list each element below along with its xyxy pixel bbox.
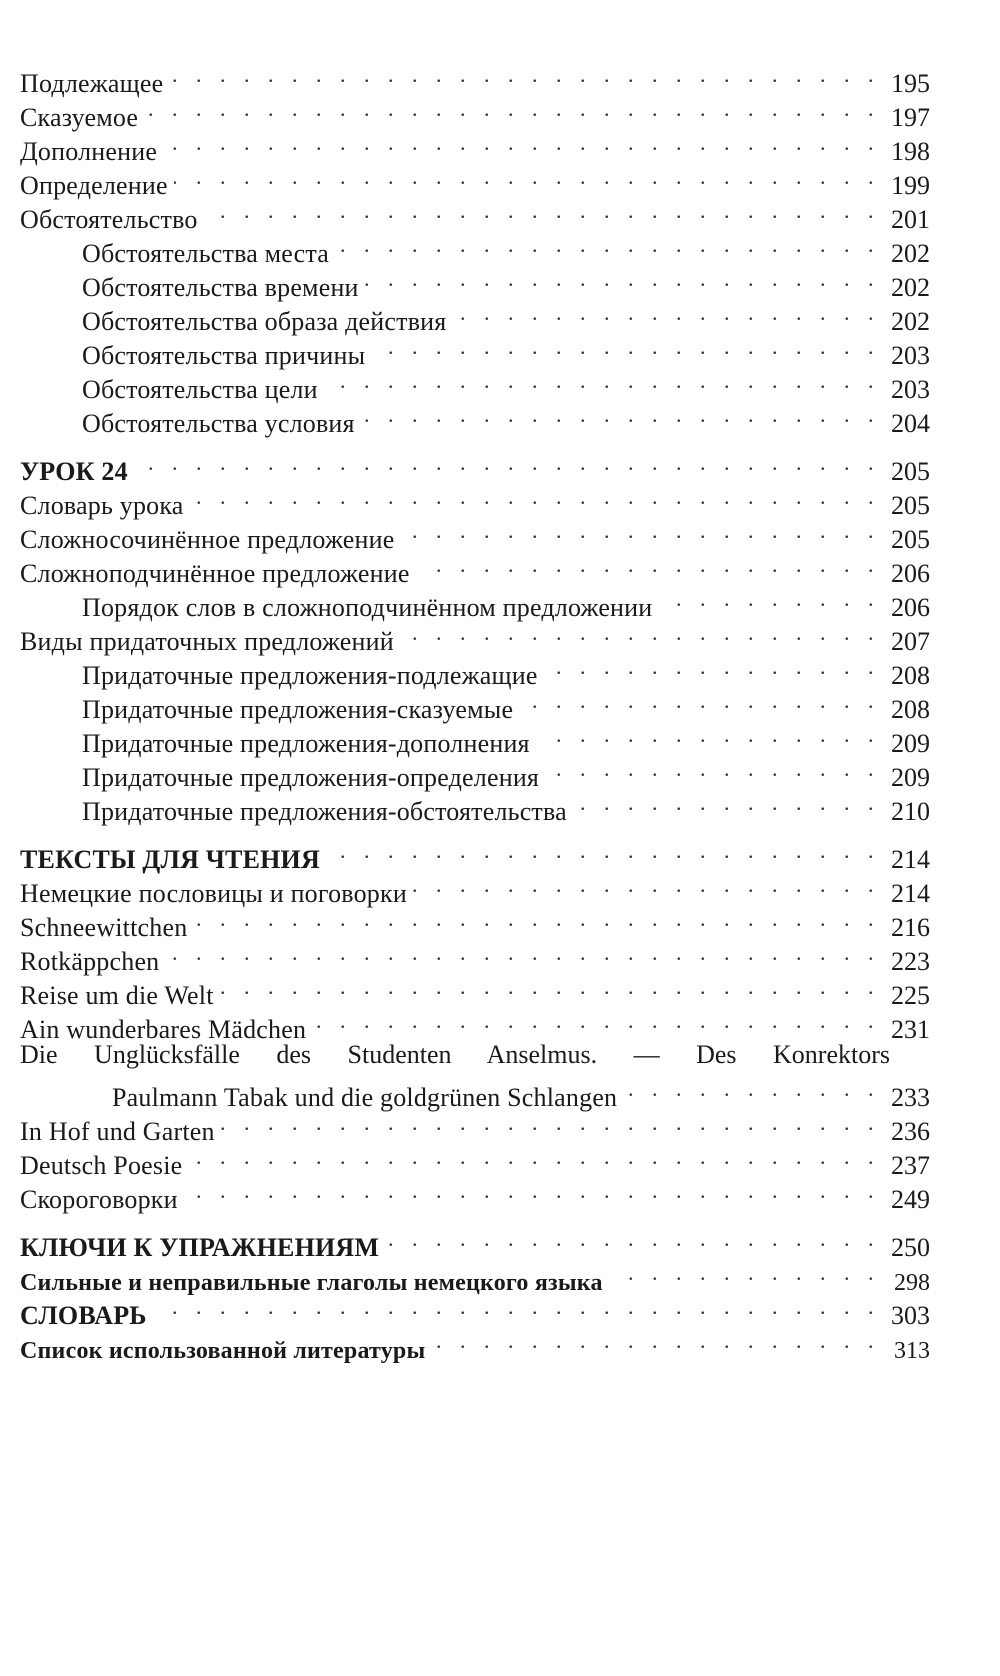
dot-leader [609, 1256, 880, 1290]
toc-entry-page: 225 [891, 981, 930, 1010]
dot-leader [623, 1072, 880, 1106]
toc-entry-page: 207 [891, 627, 930, 656]
toc-entry-title: Die Unglücksfälle des Studenten Anselmus. — Des Konrektors [20, 1040, 890, 1069]
toc-entry-page: 249 [891, 1185, 930, 1214]
dot-leader [400, 616, 880, 650]
toc-entry-page: 209 [891, 729, 930, 758]
toc-entry-title: Ain wunderbares Mädchen [20, 1015, 307, 1044]
toc-entry-page: 216 [891, 913, 930, 942]
dot-leader [416, 548, 880, 582]
toc-entry-title: Придаточные предложения-сказуемые [82, 695, 514, 724]
dot-leader [204, 194, 880, 228]
dot-leader [326, 834, 880, 868]
toc-entry-title: Обстоятельства образа действия [82, 307, 447, 336]
dot-leader [573, 786, 880, 820]
toc-entry-page: 202 [891, 239, 930, 268]
toc-entry-page: 214 [891, 879, 930, 908]
dot-leader [401, 514, 881, 548]
toc-entry-title: Определение [20, 171, 168, 200]
toc-entry[interactable] [20, 92, 930, 132]
toc-entry-title: Дополнение [20, 137, 158, 166]
toc-entry-page: 250 [891, 1233, 930, 1262]
toc-entry-title: Сложноподчинённое предложение [20, 559, 410, 588]
toc-entry-title: In Hof und Garten [20, 1117, 215, 1146]
toc-entry[interactable] [20, 1038, 930, 1112]
dot-leader [221, 1106, 880, 1140]
toc-entry-page: 202 [891, 307, 930, 336]
dot-leader [188, 1140, 880, 1174]
toc-entry-page: 201 [891, 205, 930, 234]
toc-entry-title: Придаточные предложения-определения [82, 763, 540, 792]
toc-entry[interactable] [20, 1324, 930, 1364]
toc-entry-page: 198 [891, 137, 930, 166]
toc-entry-title: Rotkäppchen [20, 947, 160, 976]
toc-entry-page: 205 [891, 525, 930, 554]
toc-entry-page: 203 [891, 375, 930, 404]
dot-leader [658, 582, 880, 616]
toc-entry-title: Обстоятельства причины [82, 341, 366, 370]
toc-entry-title: Сложносочинённое предложение [20, 525, 395, 554]
dot-leader [545, 752, 880, 786]
toc-entry[interactable] [20, 1290, 930, 1330]
toc-entry-title: ТЕКСТЫ ДЛЯ ЧТЕНИЯ [20, 845, 320, 874]
toc-entry-page: 208 [891, 661, 930, 690]
toc-entry-page: 203 [891, 341, 930, 370]
dot-leader [431, 1324, 880, 1358]
toc-entry-page: 208 [891, 695, 930, 724]
dot-leader [220, 970, 880, 1004]
toc-entry-title: СЛОВАРЬ [20, 1301, 147, 1330]
dot-leader [519, 684, 880, 718]
toc-entry-page: 195 [891, 69, 930, 98]
dot-leader [190, 480, 880, 514]
toc-entry-title: УРОК 24 [20, 457, 128, 486]
toc-entry-page: 303 [891, 1301, 930, 1330]
toc-entry-title: Виды придаточных предложений [20, 627, 394, 656]
toc-entry[interactable] [20, 1222, 930, 1262]
toc-entry-page: 236 [891, 1117, 930, 1146]
toc-entry-title: Список использованной литературы [20, 1338, 426, 1364]
toc-entry-title: КЛЮЧИ К УПРАЖНЕНИЯМ [20, 1233, 380, 1262]
dot-leader [452, 296, 880, 330]
dot-leader [371, 330, 880, 364]
toc-entry-title: Немецкие пословицы и поговорки [20, 879, 407, 908]
toc-entry-page: 205 [891, 491, 930, 520]
toc-entry-title: Обстоятельства времени [82, 273, 359, 302]
toc-entry-title: Сильные и неправильные глаголы немецкого языка [20, 1270, 603, 1296]
dot-leader [312, 1004, 880, 1038]
toc-entry-title: Подлежащее [20, 69, 164, 98]
toc-entry-title: Deutsch Poesie [20, 1151, 183, 1180]
toc-entry-page: 206 [891, 593, 930, 622]
dot-leader [361, 398, 880, 432]
dot-leader [193, 902, 880, 936]
toc-entry-page: 223 [891, 947, 930, 976]
dot-leader [153, 1290, 880, 1324]
toc-entry-title: Словарь урока [20, 491, 184, 520]
toc-entry-title: Придаточные предложения-подлежащие [82, 661, 538, 690]
toc-entry[interactable] [20, 446, 930, 486]
toc-entry-page: 202 [891, 273, 930, 302]
dot-leader [169, 58, 880, 92]
toc-entry-page: 214 [891, 845, 930, 874]
toc-entry-page: 231 [891, 1015, 930, 1044]
toc-entry-title: Порядок слов в сложноподчинённом предложении [82, 593, 653, 622]
dot-leader [165, 936, 880, 970]
table-of-contents [20, 58, 930, 1364]
toc-entry[interactable] [20, 480, 930, 520]
toc-entry-page: 233 [891, 1083, 930, 1112]
dot-leader [134, 446, 880, 480]
toc-entry-page: 209 [891, 763, 930, 792]
dot-leader [144, 92, 880, 126]
toc-entry-title: Schneewittchen [20, 913, 188, 942]
dot-leader [365, 262, 880, 296]
toc-entry-title: Скороговорки [20, 1185, 178, 1214]
toc-entry-title: Обстоятельства условия [82, 409, 355, 438]
toc-entry[interactable] [20, 58, 930, 98]
toc-entry-title-continued: Paulmann Tabak und die goldgrünen Schlangen [112, 1083, 618, 1112]
dot-leader [544, 650, 880, 684]
dot-leader [335, 228, 880, 262]
toc-entry-page: 237 [891, 1151, 930, 1180]
toc-entry-page: 206 [891, 559, 930, 588]
toc-entry-page: 210 [891, 797, 930, 826]
dot-leader [385, 1222, 880, 1256]
dot-leader [174, 160, 880, 194]
toc-entry-title: Обстоятельства цели [82, 375, 318, 404]
toc-entry-page: 313 [894, 1338, 930, 1364]
toc-entry-title: Обстоятельство [20, 205, 198, 234]
toc-entry-page: 298 [894, 1270, 930, 1296]
toc-entry-page: 199 [891, 171, 930, 200]
dot-leader [324, 364, 880, 398]
dot-leader [184, 1174, 880, 1208]
toc-entry-page: 204 [891, 409, 930, 438]
toc-entry-title: Обстоятельства места [82, 239, 330, 268]
dot-leader [413, 868, 880, 902]
toc-entry-page: 197 [891, 103, 930, 132]
toc-entry-title: Придаточные предложения-обстоятельства [82, 797, 567, 826]
toc-entry-title: Сказуемое [20, 103, 139, 132]
toc-entry-page: 205 [891, 457, 930, 486]
toc-entry[interactable] [20, 834, 930, 874]
toc-entry-title: Придаточные предложения-дополнения [82, 729, 530, 758]
dot-leader [163, 126, 880, 160]
toc-entry-title: Reise um die Welt [20, 981, 214, 1010]
dot-leader [536, 718, 880, 752]
toc-entry[interactable] [20, 126, 930, 166]
